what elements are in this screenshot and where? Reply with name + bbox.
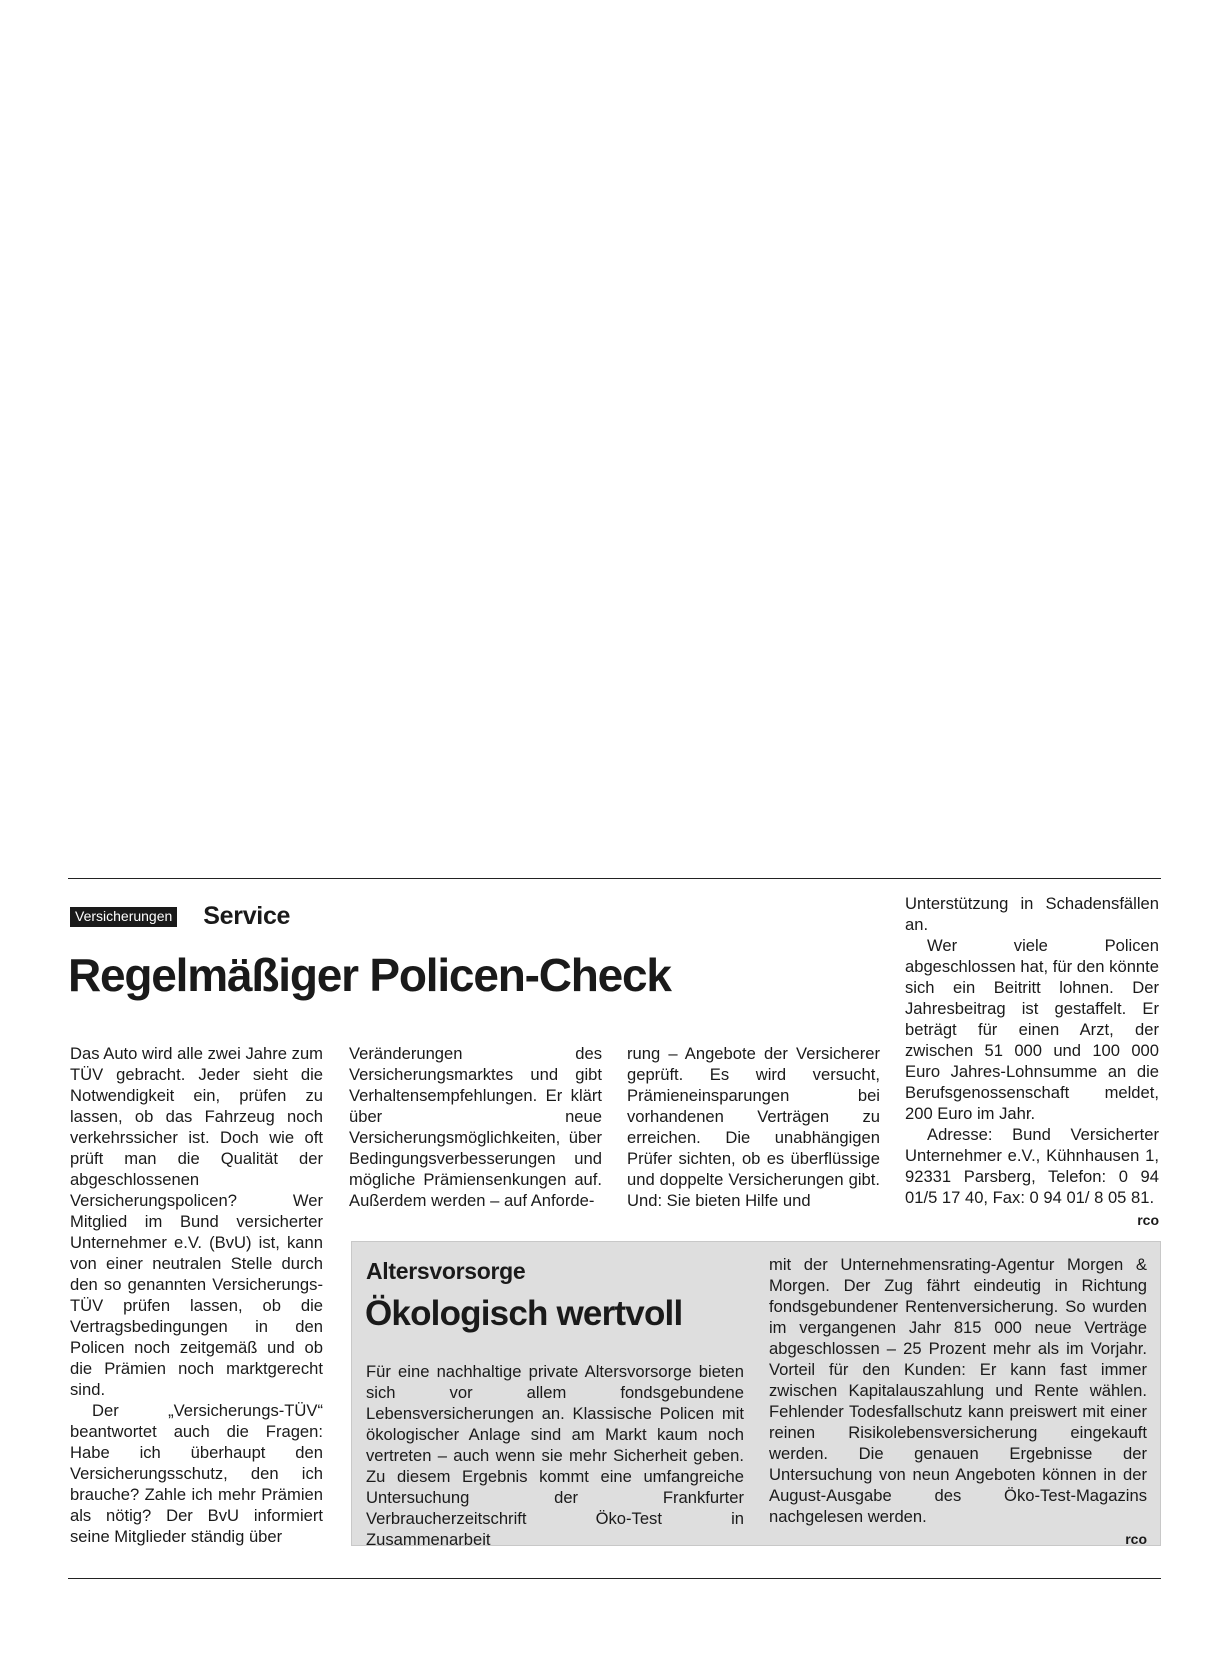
sidebar-column-2 xyxy=(769,1254,1147,1550)
article-column-3 xyxy=(627,1043,880,1211)
section-tag: Versicherungen xyxy=(70,907,177,927)
paragraph: Der „Versicherungs-TÜV“ beantwortet auch die Fragen: Habe ich überhaupt den Versicherungsschutz, den ich brauche? Zahle ich mehr Prämien als nötig? Der BvU informiert seine Mitglieder ständig über xyxy=(70,1401,323,1546)
article-column-1 xyxy=(70,1043,323,1547)
paragraph: rung – Angebote der Versicherer geprüft. Es wird versucht, Prämieneinsparungen bei vorhandenen Verträgen zu erreichen. Die unabhängigen Prüfer sichten, ob es überflüssige und doppelte Versicherungen gibt. Und: Sie bieten Hilfe und xyxy=(627,1044,880,1210)
sidebar-column-1 xyxy=(366,1361,744,1550)
article-column-4 xyxy=(905,893,1159,1231)
top-rule xyxy=(68,878,1161,879)
paragraph: Wer viele Policen abgeschlossen hat, für den könnte sich ein Beitritt lohnen. Der Jahresbeitrag ist gestaffelt. Er beträgt für einen Arzt, der zwischen 51 000 und 100 000 Euro Jahres-Lohnsumme an die Berufsgenossenschaft meldet, 200 Euro im Jahr. xyxy=(905,936,1159,1123)
article-headline: Regelmäßiger Policen-Check xyxy=(68,949,671,1001)
sidebar-kicker: Altersvorsorge xyxy=(366,1258,526,1284)
paragraph: Unterstützung in Schadensfällen an. xyxy=(905,894,1159,934)
paragraph: Das Auto wird alle zwei Jahre zum TÜV gebracht. Jeder sieht die Notwendigkeit ein, prüfen zu lassen, ob das Fahrzeug noch verkehrssicher ist. Doch wie oft prüft man die Qualität der abgeschlossenen Versicherungspolicen? Wer Mitglied im Bund versicherter Unternehmer e.V. (BvU) ist, kann von einer neutralen Stelle durch den so genannten Versicherungs-TÜV prüfen lassen, ob die Vertragsbedingungen in den Policen noch zeitgemäß und ob die Prämien noch marktgerecht sind. xyxy=(70,1044,323,1399)
rubric-label: Service xyxy=(203,902,291,930)
sidebar-headline: Ökologisch wertvoll xyxy=(365,1294,683,1333)
paragraph: mit der Unternehmensrating-Agentur Morgen & Morgen. Der Zug fährt eindeutig in Richtung fondsgebundener Rentenversicherung. So wurden im vergangenen Jahr 815 000 neue Verträge abgeschlossen – 25 Prozent mehr als im Vorjahr. Vorteil für den Kunden: Er kann fast immer zwischen Kapitalauszahlung und Rente wählen. Fehlender Todesfallschutz kann preiswert mit einer reinen Risikolebensversicherung eingekauft werden. Die genauen Ergebnisse der Untersuchung von neun Angeboten können in der August-Ausgabe des Öko-Test-Magazins nachgelesen werden. xyxy=(769,1255,1147,1526)
sidebar-box xyxy=(351,1241,1161,1549)
article-column-2 xyxy=(349,1043,602,1211)
author-signoff: rco xyxy=(1137,1212,1159,1228)
article-kicker xyxy=(70,902,290,931)
author-signoff: rco xyxy=(1125,1531,1147,1547)
paragraph: Adresse: Bund Versicherter Unternehmer e.V., Kühnhausen 1, 92331 Parsberg, Telefon: 0 94 01/5 17 40, Fax: 0 94 01/ 8 05 81. xyxy=(905,1125,1159,1207)
paragraph: Veränderungen des Versicherungsmarktes und gibt Verhaltensempfehlungen. Er klärt über neue Versicherungsmöglichkeiten, über Bedingungsverbesserungen und mögliche Prämiensenkungen auf. Außerdem werden – auf Anforde- xyxy=(349,1044,602,1210)
paragraph: Für eine nachhaltige private Altersvorsorge bieten sich vor allem fondsgebundene Lebensversicherungen an. Klassische Policen mit ökologischer Anlage sind am Markt kaum noch vertreten – auch wenn sie mehr Sicherheit geben. Zu diesem Ergebnis kommt eine umfangreiche Untersuchung der Frankfurter Verbraucherzeitschrift Öko-Test in Zusammenarbeit xyxy=(366,1362,744,1549)
bottom-rule xyxy=(68,1578,1161,1579)
